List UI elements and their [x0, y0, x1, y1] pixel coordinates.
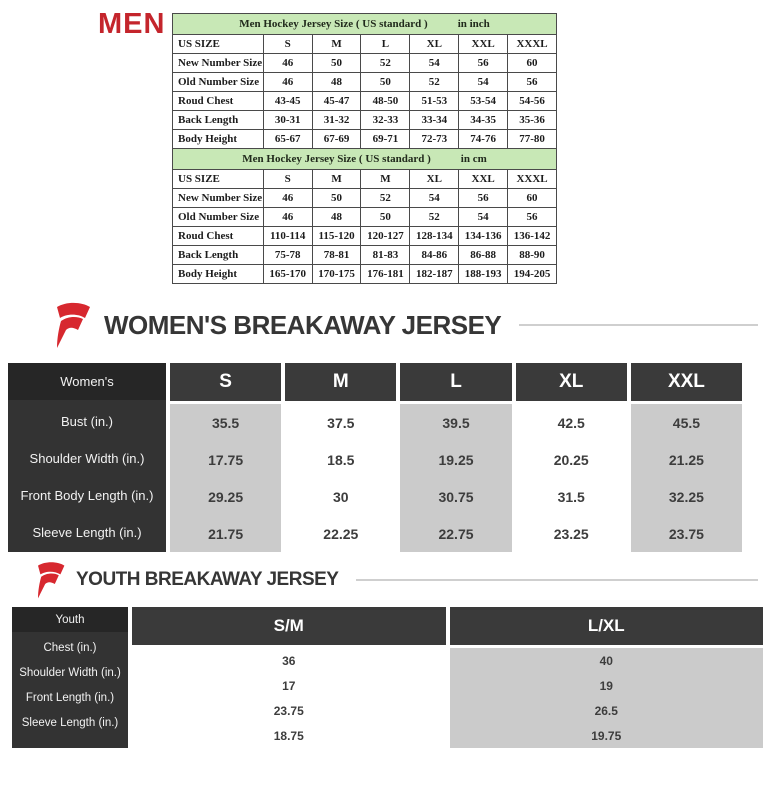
table-cell: 22.25: [285, 515, 396, 552]
table-title-text: Men Hockey Jersey Size ( US standard ): [242, 153, 431, 165]
table-unit-text: in cm: [460, 153, 487, 165]
table-cell: 54: [459, 208, 508, 227]
table-row: [173, 54, 557, 73]
header-cell: US SIZE: [173, 35, 264, 54]
header-cell: XXXL: [508, 170, 557, 189]
table-cell: 32-33: [361, 111, 410, 130]
table-title-cell: [173, 149, 557, 170]
table-cell: 54: [459, 73, 508, 92]
heading-rule: [519, 324, 758, 326]
row-label-cell: Bust (in.): [60, 414, 113, 429]
table-cell: 115-120: [312, 227, 361, 246]
header-cell: XXXL: [508, 35, 557, 54]
row-label-cell: Front Length (in.): [25, 691, 115, 704]
men-inch-table-title: [173, 14, 557, 35]
header-cell: M: [312, 35, 361, 54]
table-cell: 78-81: [312, 246, 361, 265]
table-cell: 56: [459, 189, 508, 208]
youth-size-table: [12, 607, 763, 748]
table-cell: 30-31: [263, 111, 312, 130]
table-cell: 29.25: [170, 478, 281, 515]
womens-section-title: WOMEN'S BREAKAWAY JERSEY: [104, 309, 502, 340]
table-row: [173, 92, 557, 111]
header-cell: L: [361, 35, 410, 54]
men-cm-header-row: [173, 170, 557, 189]
youth-size-column-sm: [132, 607, 446, 748]
table-cell: 110-114: [263, 227, 312, 246]
table-cell: 67-69: [312, 130, 361, 149]
size-header-cell: L: [400, 363, 511, 401]
table-row: [173, 189, 557, 208]
table-cell: 120-127: [361, 227, 410, 246]
table-cell: 53-54: [459, 92, 508, 111]
header-cell: S: [263, 35, 312, 54]
womens-size-table: [8, 363, 742, 552]
men-cm-table-title: [173, 149, 557, 170]
table-cell: 30: [285, 478, 396, 515]
table-cell: 81-83: [361, 246, 410, 265]
table-row: [173, 265, 557, 284]
row-label-cell: Body Height: [173, 130, 264, 149]
fanatics-flag-icon: [52, 300, 92, 350]
table-cell: 182-187: [410, 265, 459, 284]
table-corner-cell: Women's: [8, 363, 166, 400]
size-header-cell: M: [285, 363, 396, 401]
header-cell: M: [312, 170, 361, 189]
table-title-cell: [173, 14, 557, 35]
row-label-cell: Shoulder Width (in.): [19, 666, 121, 679]
table-cell: 19: [450, 673, 764, 698]
table-cell: 65-67: [263, 130, 312, 149]
womens-size-column-l: [400, 363, 511, 552]
womens-size-column-s: [170, 363, 281, 552]
size-header-cell: S: [170, 363, 281, 401]
table-cell: 31.5: [516, 478, 627, 515]
table-cell: 21.75: [170, 515, 281, 552]
table-cell: 188-193: [459, 265, 508, 284]
fanatics-flag-icon: [34, 560, 66, 600]
table-cell: 35.5: [170, 404, 281, 441]
table-cell: 45-47: [312, 92, 361, 111]
table-cell: 56: [508, 73, 557, 92]
table-cell: 17: [132, 673, 446, 698]
header-cell: XXL: [459, 35, 508, 54]
table-cell: 30.75: [400, 478, 511, 515]
row-label-cell: Body Height: [173, 265, 264, 284]
table-cell: 34-35: [459, 111, 508, 130]
table-row: [173, 227, 557, 246]
header-cell: XL: [410, 35, 459, 54]
youth-label-column: [12, 607, 128, 748]
womens-size-column-m: [285, 363, 396, 552]
table-cell: 75-78: [263, 246, 312, 265]
table-cell: 86-88: [459, 246, 508, 265]
youth-section-title: YOUTH BREAKAWAY JERSEY: [76, 569, 339, 590]
table-cell: 23.25: [516, 515, 627, 552]
womens-size-column-xxl: [631, 363, 742, 552]
table-unit-text: in inch: [457, 18, 490, 30]
table-cell: 37.5: [285, 404, 396, 441]
womens-size-column-xl: [516, 363, 627, 552]
table-cell: 39.5: [400, 404, 511, 441]
table-cell: 50: [312, 189, 361, 208]
table-cell: 17.75: [170, 441, 281, 478]
table-cell: 35-36: [508, 111, 557, 130]
table-cell: 42.5: [516, 404, 627, 441]
table-cell: 46: [263, 208, 312, 227]
table-cell: 88-90: [508, 246, 557, 265]
table-cell: 48: [312, 73, 361, 92]
table-cell: 60: [508, 189, 557, 208]
men-size-table: [172, 13, 557, 284]
table-cell: 23.75: [132, 698, 446, 723]
row-label-cell: Shoulder Width (in.): [29, 451, 145, 466]
row-label-cell: New Number Size: [173, 189, 264, 208]
table-cell: 31-32: [312, 111, 361, 130]
table-cell: 52: [410, 73, 459, 92]
table-cell: 48-50: [361, 92, 410, 111]
table-cell: 19.25: [400, 441, 511, 478]
table-cell: 136-142: [508, 227, 557, 246]
table-cell: 72-73: [410, 130, 459, 149]
table-cell: 52: [361, 54, 410, 73]
table-cell: 18.5: [285, 441, 396, 478]
row-label-cell: Sleeve Length (in.): [21, 716, 119, 729]
table-cell: 50: [312, 54, 361, 73]
womens-label-column: [8, 363, 166, 552]
table-cell: 69-71: [361, 130, 410, 149]
size-header-cell: XXL: [631, 363, 742, 401]
table-cell: 20.25: [516, 441, 627, 478]
table-cell: 46: [263, 73, 312, 92]
table-row: [173, 208, 557, 227]
table-cell: 46: [263, 54, 312, 73]
row-label-cell: Chest (in.): [43, 641, 97, 654]
table-cell: 176-181: [361, 265, 410, 284]
row-label-cell: New Number Size: [173, 54, 264, 73]
table-cell: 46: [263, 189, 312, 208]
table-cell: 23.75: [631, 515, 742, 552]
row-label-cell: Sleeve Length (in.): [32, 525, 142, 540]
table-cell: 74-76: [459, 130, 508, 149]
row-label-cell: Roud Chest: [173, 227, 264, 246]
table-cell: 21.25: [631, 441, 742, 478]
table-cell: 56: [459, 54, 508, 73]
table-cell: 56: [508, 208, 557, 227]
womens-section-header: [52, 296, 758, 354]
row-label-cell: Old Number Size: [173, 73, 264, 92]
table-cell: 43-45: [263, 92, 312, 111]
size-header-cell: XL: [516, 363, 627, 401]
size-header-cell: S/M: [132, 607, 446, 645]
table-cell: 48: [312, 208, 361, 227]
table-cell: 50: [361, 208, 410, 227]
table-cell: 54: [410, 189, 459, 208]
table-cell: 52: [410, 208, 459, 227]
youth-section-header: [34, 557, 758, 603]
table-cell: 165-170: [263, 265, 312, 284]
table-cell: 33-34: [410, 111, 459, 130]
men-section-label: MEN: [98, 8, 166, 40]
table-cell: 19.75: [450, 723, 764, 748]
table-cell: 50: [361, 73, 410, 92]
row-label-cell: Back Length: [173, 246, 264, 265]
table-cell: 134-136: [459, 227, 508, 246]
heading-rule: [356, 579, 758, 581]
table-cell: 170-175: [312, 265, 361, 284]
youth-size-column-lxl: [450, 607, 764, 748]
row-label-cell: Front Body Length (in.): [20, 488, 154, 503]
header-cell: XL: [410, 170, 459, 189]
table-cell: 26.5: [450, 698, 764, 723]
table-row: [173, 130, 557, 149]
header-cell: XXL: [459, 170, 508, 189]
header-cell: US SIZE: [173, 170, 264, 189]
table-row: [173, 111, 557, 130]
table-cell: 51-53: [410, 92, 459, 111]
table-cell: 194-205: [508, 265, 557, 284]
table-cell: 32.25: [631, 478, 742, 515]
table-cell: 45.5: [631, 404, 742, 441]
table-cell: 52: [361, 189, 410, 208]
table-cell: 54: [410, 54, 459, 73]
row-label-cell: Back Length: [173, 111, 264, 130]
table-cell: 40: [450, 648, 764, 673]
table-cell: 54-56: [508, 92, 557, 111]
header-cell: M: [361, 170, 410, 189]
table-cell: 36: [132, 648, 446, 673]
table-corner-cell: Youth: [12, 607, 128, 632]
table-row: [173, 73, 557, 92]
row-label-cell: Roud Chest: [173, 92, 264, 111]
table-cell: 84-86: [410, 246, 459, 265]
table-cell: 128-134: [410, 227, 459, 246]
table-cell: 18.75: [132, 723, 446, 748]
size-header-cell: L/XL: [450, 607, 764, 645]
header-cell: S: [263, 170, 312, 189]
men-inch-header-row: [173, 35, 557, 54]
table-cell: 60: [508, 54, 557, 73]
row-label-cell: Old Number Size: [173, 208, 264, 227]
table-cell: 22.75: [400, 515, 511, 552]
table-row: [173, 246, 557, 265]
table-title-text: Men Hockey Jersey Size ( US standard ): [239, 18, 428, 30]
table-cell: 77-80: [508, 130, 557, 149]
